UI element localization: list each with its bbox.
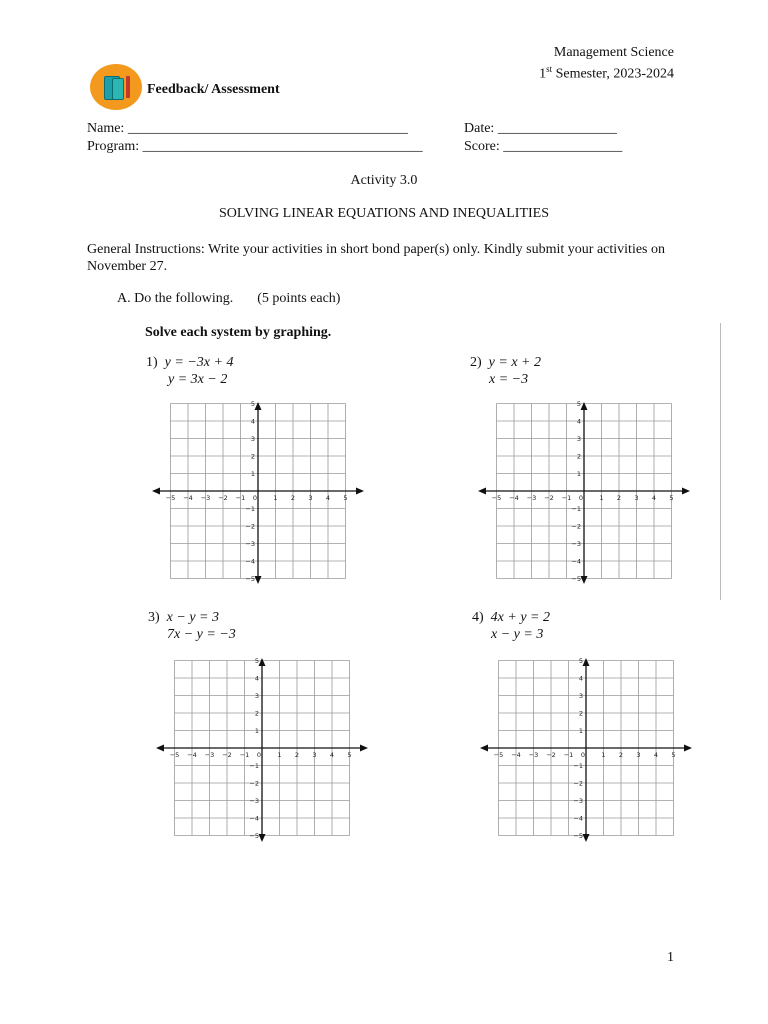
y-tick-label: 5 <box>576 400 581 408</box>
arrow-left-icon <box>156 745 164 752</box>
problem-3: 3) x − y = 3 7x − y = −3 <box>148 610 236 642</box>
y-tick-label: 2 <box>578 709 583 718</box>
x-tick-label: 2 <box>294 751 300 759</box>
arrow-left-icon <box>478 488 486 495</box>
y-tick-label: 1 <box>254 727 259 735</box>
x-tick-label: 3 <box>634 494 639 502</box>
y-tick-label: −2 <box>571 522 581 531</box>
x-tick-label: 1 <box>601 751 606 759</box>
y-tick-label: 5 <box>254 657 259 665</box>
x-tick-label: 4 <box>651 494 657 502</box>
x-tick-label: 1 <box>273 494 278 502</box>
arrow-left-icon <box>480 745 488 752</box>
arrow-down-icon <box>255 576 262 584</box>
x-tick-label: −4 <box>187 751 197 759</box>
arrow-up-icon <box>259 658 266 666</box>
y-tick-label: −1 <box>571 505 581 513</box>
y-tick-label: −1 <box>573 762 583 770</box>
y-tick-label: 4 <box>250 417 255 426</box>
x-tick-label: 3 <box>312 751 317 759</box>
x-tick-label: 2 <box>618 751 624 759</box>
x-tick-label: −1 <box>561 494 572 502</box>
y-tick-label: −1 <box>245 505 255 513</box>
x-tick-label: 5 <box>671 751 676 759</box>
y-tick-label: −3 <box>249 797 259 805</box>
arrow-down-icon <box>581 576 588 584</box>
name-field: Name: ________________________________________ <box>87 121 408 136</box>
x-tick-label: −2 <box>218 494 228 502</box>
coordinate-grid-1[interactable] <box>150 400 366 586</box>
y-tick-label: 3 <box>578 692 583 700</box>
section-title: Feedback/ Assessment <box>147 82 280 97</box>
x-tick-label: 4 <box>325 494 331 502</box>
x-tick-label: −1 <box>563 751 574 759</box>
y-tick-label: −2 <box>573 779 583 788</box>
x-tick-label: −1 <box>239 751 250 759</box>
y-tick-label: −4 <box>249 814 259 823</box>
y-tick-label: 1 <box>578 727 583 735</box>
x-tick-label: −5 <box>169 751 180 759</box>
arrow-right-icon <box>360 745 368 752</box>
feedback-logo-icon <box>90 64 142 110</box>
arrow-right-icon <box>684 745 692 752</box>
part-a-instruction <box>117 291 340 307</box>
x-tick-label: −4 <box>511 751 521 759</box>
page-number: 1 <box>667 950 674 965</box>
y-tick-label: −3 <box>571 540 581 548</box>
y-tick-label: 1 <box>250 470 255 478</box>
x-tick-label: 0 <box>580 751 586 759</box>
part-a-label: A. Do the following. <box>117 291 234 306</box>
y-tick-label: 3 <box>254 692 259 700</box>
y-tick-label: 5 <box>250 400 255 408</box>
y-tick-label: 4 <box>578 674 583 683</box>
problem-1: 1) y = −3x + 4 y = 3x − 2 <box>146 355 234 387</box>
y-tick-label: −3 <box>245 540 255 548</box>
y-tick-label: 2 <box>576 452 581 461</box>
x-tick-label: −2 <box>546 751 556 759</box>
y-tick-label: 3 <box>576 435 581 443</box>
y-tick-label: −4 <box>245 557 255 566</box>
y-tick-label: 5 <box>578 657 583 665</box>
semester: 1st Semester, 2023-2024 <box>539 64 674 82</box>
y-tick-label: −4 <box>571 557 581 566</box>
x-tick-label: 0 <box>578 494 584 502</box>
x-tick-label: −5 <box>493 751 504 759</box>
arrow-right-icon <box>682 488 690 495</box>
x-tick-label: −5 <box>491 494 502 502</box>
x-tick-label: 4 <box>653 751 659 759</box>
x-tick-label: 4 <box>329 751 335 759</box>
y-tick-label: 4 <box>576 417 581 426</box>
x-tick-label: −5 <box>165 494 176 502</box>
problem-2: 2) y = x + 2 x = −3 <box>470 355 541 387</box>
program-field: Program: ________________________________________ <box>87 139 423 154</box>
y-tick-label: −5 <box>571 575 581 583</box>
y-tick-label: −5 <box>573 832 583 840</box>
x-tick-label: −2 <box>544 494 554 502</box>
y-tick-label: −2 <box>245 522 255 531</box>
x-tick-label: 0 <box>252 494 258 502</box>
scan-edge-line <box>720 323 721 600</box>
x-tick-label: 5 <box>669 494 674 502</box>
arrow-down-icon <box>583 834 590 842</box>
arrow-right-icon <box>356 488 364 495</box>
y-tick-label: −4 <box>573 814 583 823</box>
x-tick-label: 2 <box>290 494 296 502</box>
arrow-up-icon <box>583 658 590 666</box>
x-tick-label: 1 <box>277 751 282 759</box>
x-tick-label: −3 <box>200 494 211 502</box>
y-tick-label: −3 <box>573 797 583 805</box>
x-tick-label: 2 <box>616 494 622 502</box>
course-header <box>539 44 674 83</box>
x-tick-label: −3 <box>204 751 215 759</box>
x-tick-label: −4 <box>183 494 193 502</box>
x-tick-label: 3 <box>308 494 313 502</box>
y-tick-label: 2 <box>254 709 259 718</box>
activity-number: Activity 3.0 <box>350 173 418 188</box>
x-tick-label: −1 <box>235 494 246 502</box>
x-tick-label: −2 <box>222 751 232 759</box>
coordinate-grid-2[interactable] <box>476 400 692 586</box>
arrow-down-icon <box>259 834 266 842</box>
y-tick-label: 1 <box>576 470 581 478</box>
x-tick-label: −4 <box>509 494 519 502</box>
y-tick-label: −5 <box>249 832 259 840</box>
x-tick-label: 0 <box>256 751 262 759</box>
y-tick-label: −5 <box>245 575 255 583</box>
x-tick-label: −3 <box>526 494 537 502</box>
y-tick-label: −1 <box>249 762 259 770</box>
date-field: Date: _________________ <box>464 121 617 136</box>
coordinate-grid-4[interactable] <box>478 656 694 844</box>
arrow-left-icon <box>152 488 160 495</box>
score-field: Score: _________________ <box>464 139 623 154</box>
coordinate-grid-3[interactable] <box>154 656 370 844</box>
x-tick-label: 3 <box>636 751 641 759</box>
y-tick-label: 2 <box>250 452 255 461</box>
y-tick-label: 3 <box>250 435 255 443</box>
worksheet-heading: Solve each system by graphing. <box>145 325 332 340</box>
activity-title: SOLVING LINEAR EQUATIONS AND INEQUALITIES <box>218 206 549 221</box>
x-tick-label: −3 <box>528 751 539 759</box>
part-a-points: (5 points each) <box>257 291 341 306</box>
general-instructions: General Instructions: Write your activities in short bond paper(s) only. Kindly submit your activities on November 27. <box>87 242 665 274</box>
y-tick-label: 4 <box>254 674 259 683</box>
x-tick-label: 5 <box>343 494 348 502</box>
x-tick-label: 1 <box>599 494 604 502</box>
y-tick-label: −2 <box>249 779 259 788</box>
course-name: Management Science <box>553 45 674 60</box>
problem-4: 4) 4x + y = 2 x − y = 3 <box>472 610 550 642</box>
x-tick-label: 5 <box>347 751 352 759</box>
